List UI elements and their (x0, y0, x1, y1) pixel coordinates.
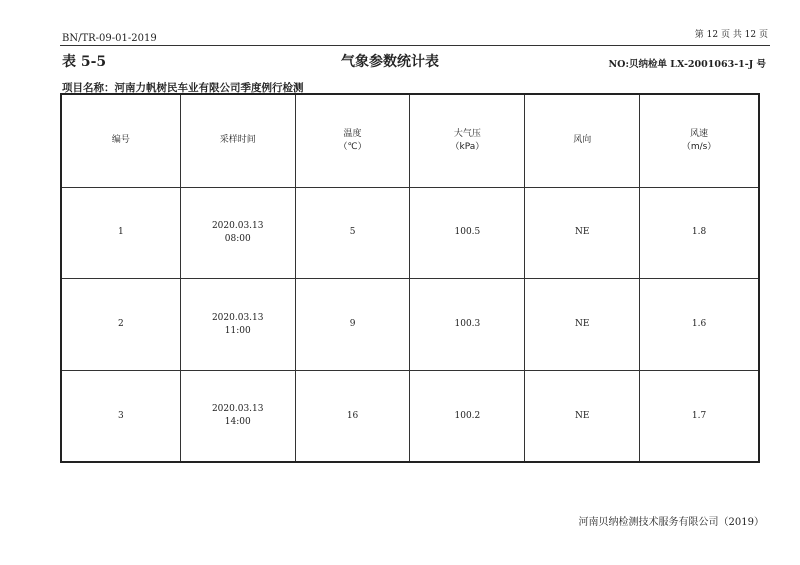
cell-temperature: 9 (295, 279, 410, 371)
cell-temperature: 16 (295, 371, 410, 461)
header-wind-speed: 风速 （m/s） (640, 95, 758, 187)
meteorological-table-frame (60, 93, 760, 463)
meteorological-table (62, 95, 758, 461)
cell-number: 3 (62, 371, 180, 461)
project-name: 项目名称：河南力帆树民车业有限公司季度例行检测 (62, 82, 304, 94)
cell-temperature: 5 (295, 187, 410, 279)
cell-sampling-time: 2020.03.13 14:00 (180, 371, 295, 461)
table-row (62, 371, 758, 461)
table-title: 气象参数统计表 (341, 54, 439, 70)
cell-number: 1 (62, 187, 180, 279)
cell-wind-speed: 1.7 (640, 371, 758, 461)
cell-wind-direction: NE (525, 371, 640, 461)
header-pressure: 大气压 （kPa） (410, 95, 525, 187)
cell-pressure: 100.3 (410, 279, 525, 371)
header-rule (60, 45, 770, 46)
table-row (62, 187, 758, 279)
cell-wind-direction: NE (525, 279, 640, 371)
company-footer: 河南贝纳检测技术服务有限公司（2019） (578, 517, 764, 528)
table-header-row (62, 95, 758, 187)
cell-wind-speed: 1.6 (640, 279, 758, 371)
header-wind-direction: 风向 (525, 95, 640, 187)
report-number: NO:贝纳检单 LX-2001063-1-J 号 (608, 59, 766, 70)
cell-pressure: 100.2 (410, 371, 525, 461)
table-number: 表 5-5 (62, 54, 107, 70)
cell-wind-direction: NE (525, 187, 640, 279)
cell-wind-speed: 1.8 (640, 187, 758, 279)
document-code: BN/TR-09-01-2019 (62, 33, 157, 44)
cell-sampling-time: 2020.03.13 11:00 (180, 279, 295, 371)
header-sampling-time: 采样时间 (180, 95, 295, 187)
table-row (62, 279, 758, 371)
cell-number: 2 (62, 279, 180, 371)
header-number: 编号 (62, 95, 180, 187)
header-temperature: 温度 （℃） (295, 95, 410, 187)
cell-pressure: 100.5 (410, 187, 525, 279)
page-number: 第 12 页 共 12 页 (694, 30, 768, 40)
cell-sampling-time: 2020.03.13 08:00 (180, 187, 295, 279)
